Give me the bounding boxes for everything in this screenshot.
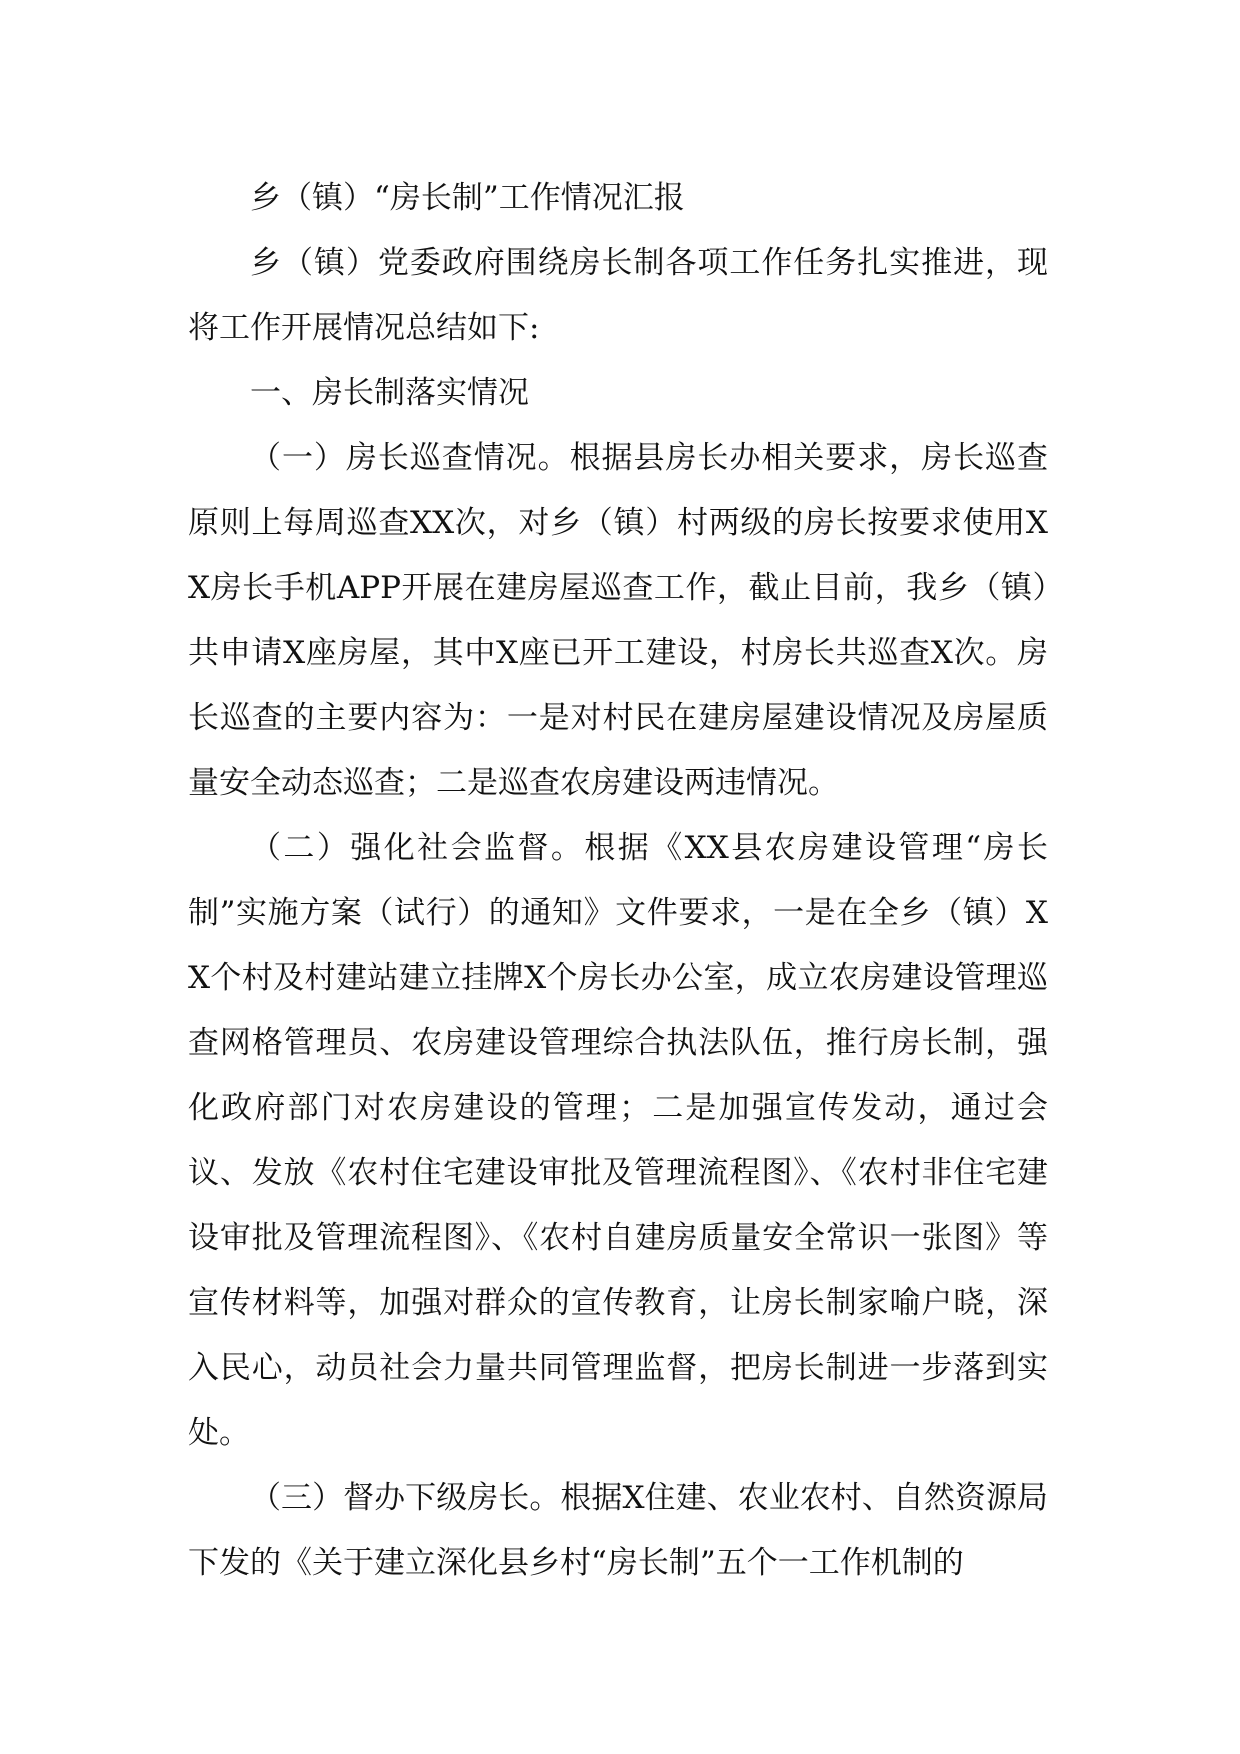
intro-paragraph: 乡（镇）党委政府围绕房长制各项工作任务扎实推进，现将工作开展情况总结如下: [188,245,1048,346]
paragraph-inspection: （一）房长巡查情况。根据县房长办相关要求，房长巡查原则上每周巡查XX次，对乡（镇）村两级的房长按要求使用XX房长手机APP开展在建房屋巡查工作，截止目前，我乡（镇）共申请X座房屋，其中X座已开工建设，村房长共巡查X次。房长巡查的主要内容为：一是对村民在建房屋建设情况及房屋质量安全动态巡查；二是巡查农房建设两违情况。 [188,440,1048,801]
document-title: 乡（镇）“房长制”工作情况汇报 [250,180,685,216]
paragraph-oversight: （三）督办下级房长。根据X住建、农业农村、自然资源局下发的《关于建立深化县乡村“房长制”五个一工作机制的 [188,1480,1048,1581]
document-body [188,166,1048,1596]
section-heading: 一、房长制落实情况 [250,375,529,411]
paragraph-supervision: （二）强化社会监督。根据《XX县农房建设管理“房长制”实施方案（试行）的通知》文件要求，一是在全乡（镇）XX个村及村建站建立挂牌X个房长办公室，成立农房建设管理巡查网格管理员、农房建设管理综合执法队伍，推行房长制，强化政府部门对农房建设的管理；二是加强宣传发动，通过会议、发放《农村住宅建设审批及管理流程图》、《农村非住宅建设审批及管理流程图》、《农村自建房质量安全常识一张图》等宣传材料等，加强对群众的宣传教育，让房长制家喻户晓，深入民心，动员社会力量共同管理监督，把房长制进一步落到实处。 [188,830,1048,1451]
